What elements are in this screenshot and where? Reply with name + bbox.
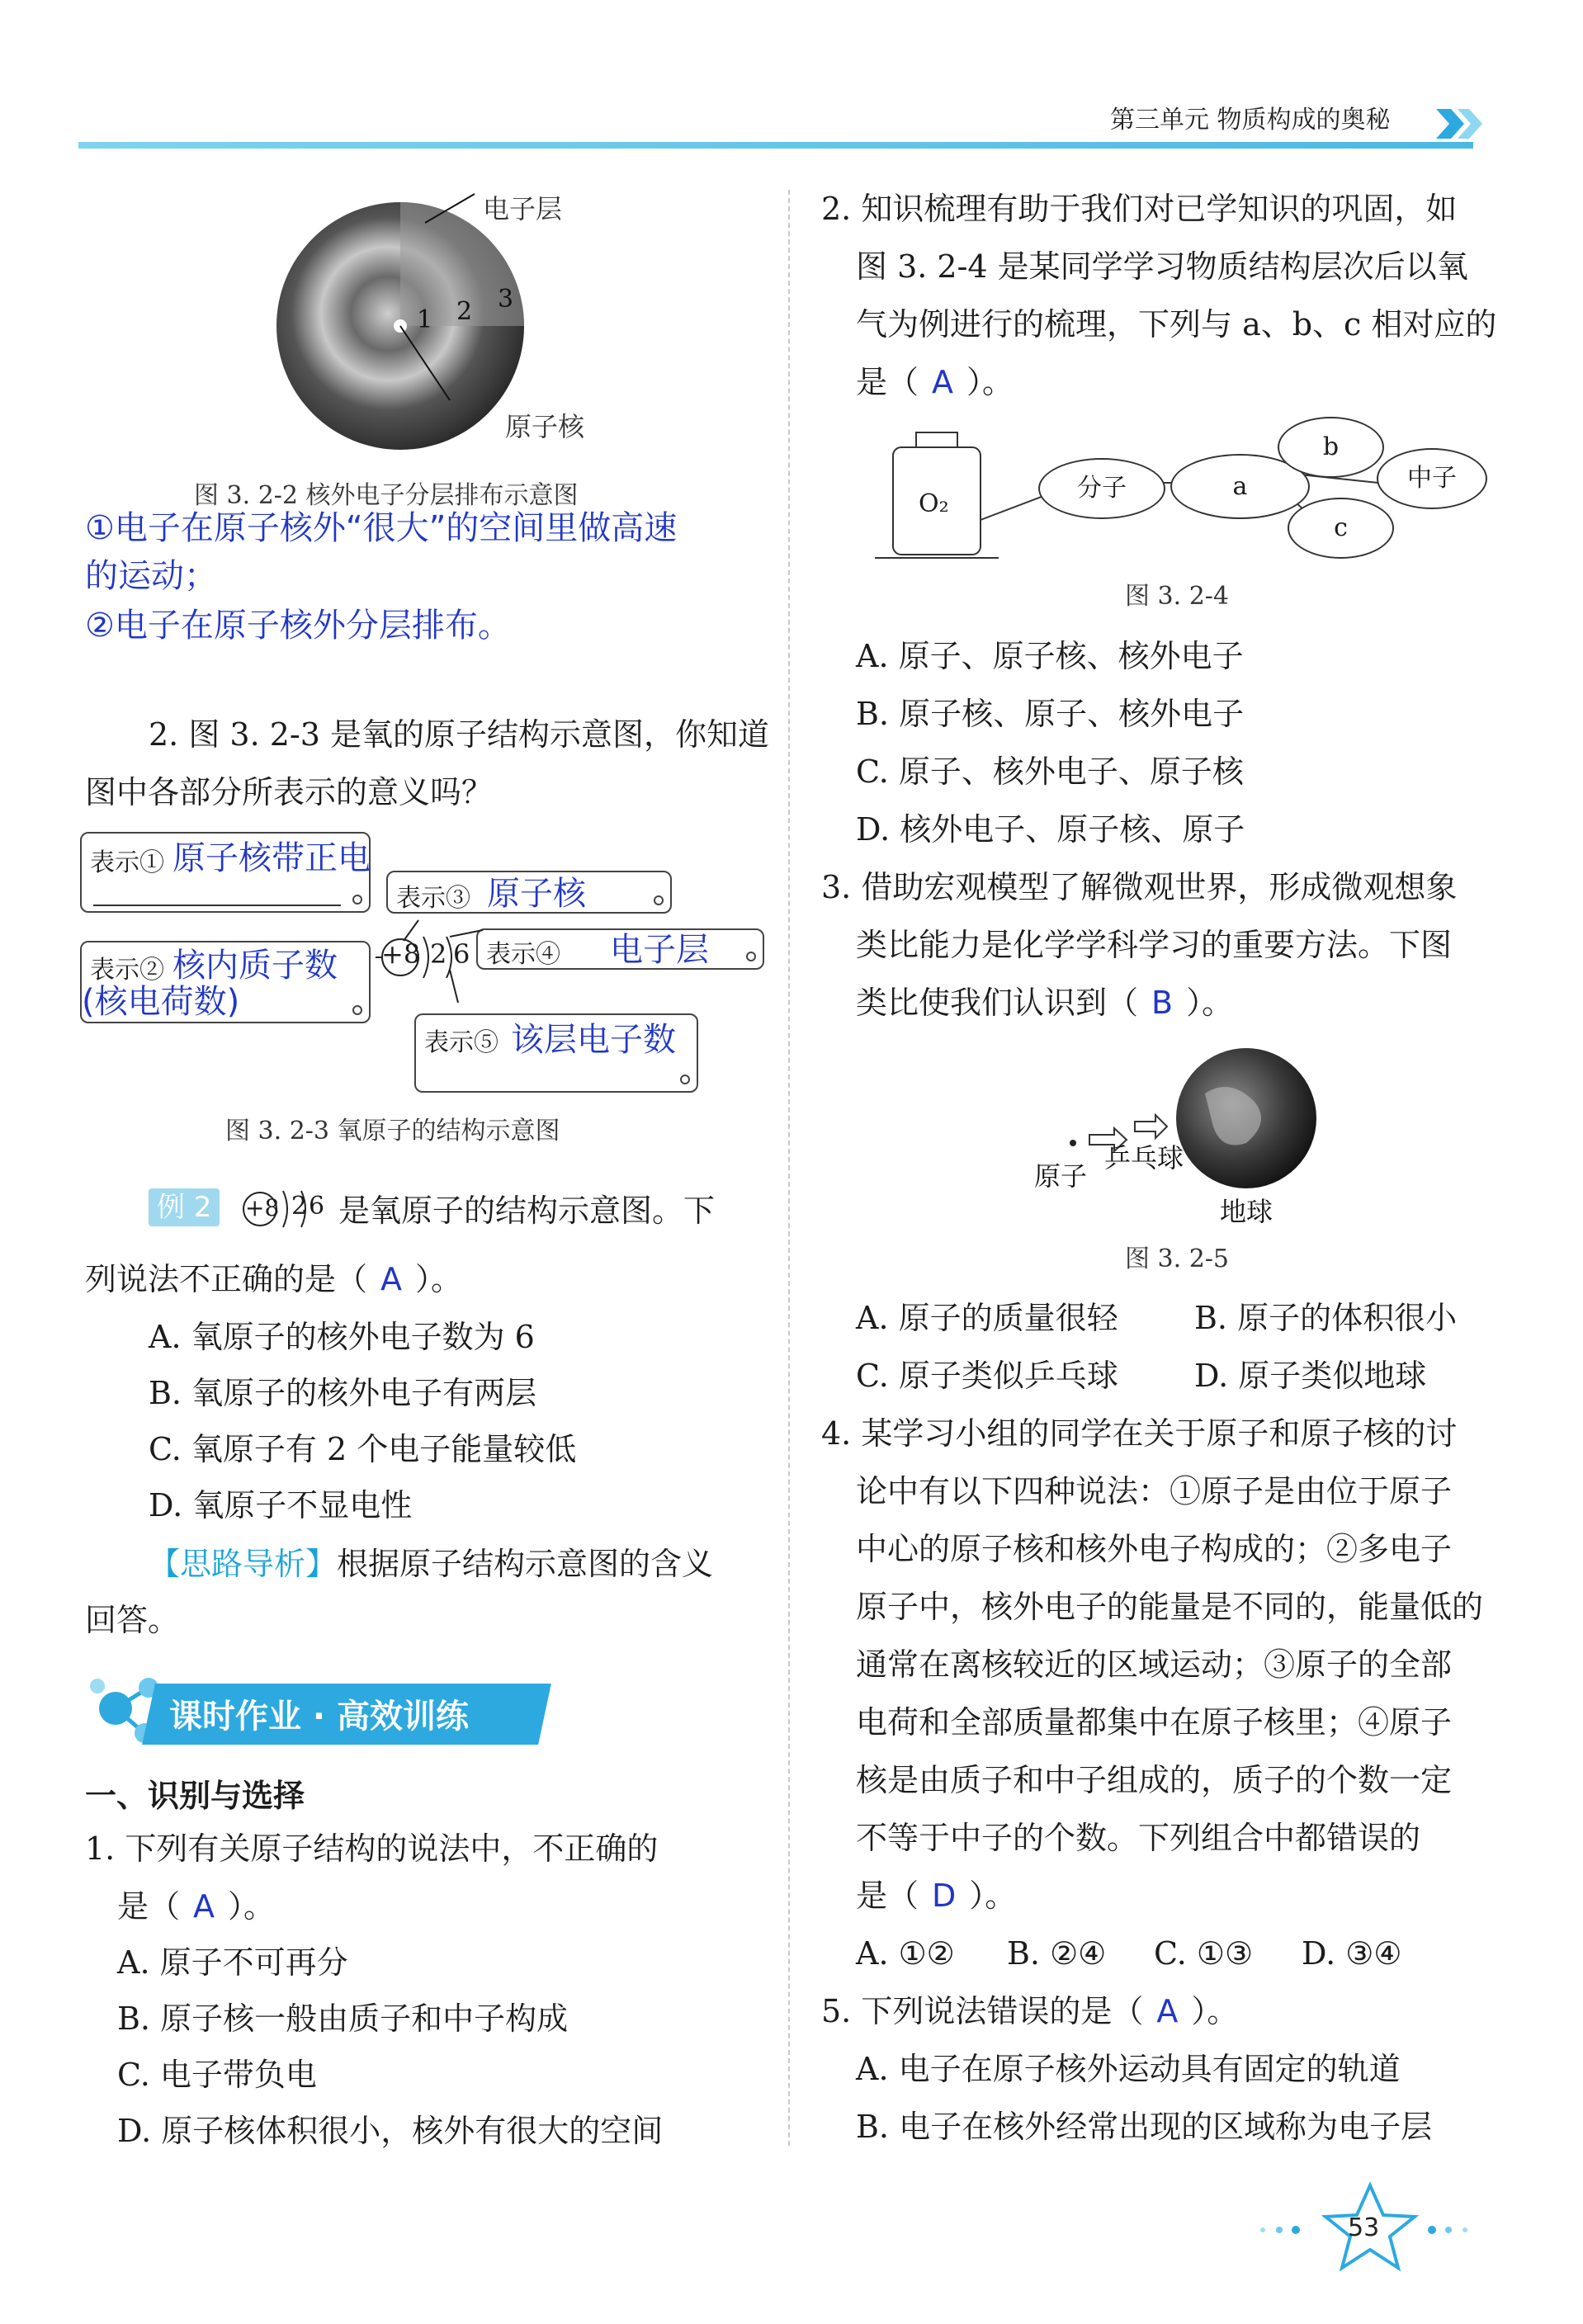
callout-2-value-2: (核电荷数) (82, 983, 240, 1021)
bubble-c (1288, 498, 1394, 559)
q3-3b: ）。 (1186, 985, 1234, 1021)
q4-last-a: 是（ (856, 1878, 919, 1914)
q3-line-1: 3. 借助宏观模型了解微观世界，形成微观想象 (821, 869, 1458, 905)
q1-stem-2a: 是（ (117, 1888, 181, 1925)
q3-option-b: B. 原子的体积很小 (1194, 1300, 1458, 1336)
column-divider (788, 190, 790, 2146)
example-stem-2b: ）。 (415, 1261, 463, 1297)
q3-3a: 类比使我们认识到（ (856, 985, 1139, 1021)
q4-option-b: B. ②④ (1007, 1935, 1107, 1972)
q4-line-8: 不等于中子的个数。下列组合中都错误的 (856, 1820, 1421, 1856)
q4-option-a: A. ①② (856, 1935, 955, 1972)
example-tag: 例 2 (149, 1188, 220, 1226)
q3-line-3 (856, 974, 1233, 1032)
q4-line-7: 核是由质子和中子组成的，质子的个数一定 (856, 1762, 1453, 1798)
q1-stem-2 (117, 1878, 275, 1935)
q2-right-option-c: C. 原子、核外电子、原子核 (856, 753, 1244, 790)
callout-5 (414, 1013, 698, 1093)
fig322-shell-label: 电子层 (483, 193, 563, 224)
example-option-b: B. 氧原子的核外电子有两层 (149, 1375, 537, 1411)
q3-line-2: 类比能力是化学学科学习的重要方法。下图 (856, 927, 1453, 963)
fig322-nucleus-label: 原子核 (505, 411, 585, 442)
q2-right-4a: 是（ (856, 364, 919, 400)
fig325-atom-label: 原子 (1034, 1160, 1088, 1192)
q2-right-line-2: 图 3. 2-4 是某同学学习物质结构层次后以氧 (856, 248, 1468, 285)
q2-left-line-2: 图中各部分所表示的意义吗？ (85, 774, 494, 810)
example-hint-2: 回答。 (85, 1602, 180, 1638)
callout-3-dot (654, 895, 664, 905)
q5-option-a: A. 电子在原子核外运动具有固定的轨道 (856, 2051, 1401, 2087)
diagram-nucleus: +8 (381, 938, 421, 970)
example-option-a: A. 氧原子的核外电子数为 6 (149, 1319, 535, 1355)
fig325-earth-label: 地球 (1220, 1196, 1273, 1227)
q1-option-a: A. 原子不可再分 (117, 1944, 348, 1981)
callout-5-label: 表示⑤ (424, 1028, 499, 1057)
callout-5-dot (680, 1075, 690, 1084)
callout-5-value: 该层电子数 (511, 1021, 676, 1059)
q1-option-c: C. 电子带负电 (117, 2057, 317, 2093)
callout-1 (80, 832, 371, 913)
example-e1: 2 (291, 1192, 308, 1221)
q4-option-c: C. ①③ (1154, 1935, 1254, 1972)
example-stem-2a: 列说法不正确的是（ (85, 1261, 368, 1297)
bottle-label: O₂ (919, 489, 949, 518)
callout-2-dot (352, 1005, 362, 1015)
q2-right-option-d: D. 核外电子、原子核、原子 (856, 811, 1245, 848)
unit-header: 第三单元 物质构成的奥秘 (1110, 106, 1391, 135)
q2-left-line-1: 2. 图 3. 2-3 是氧的原子结构示意图，你知道 (149, 716, 770, 753)
callout-1-dot (352, 895, 362, 905)
page-number: 53 (1348, 2213, 1380, 2242)
note-line-1: ①电子在原子核外“很大”的空间里做高速 (85, 509, 678, 547)
q3-option-c: C. 原子类似乒乓球 (856, 1358, 1118, 1394)
callout-4-label: 表示④ (486, 940, 560, 969)
callout-4-value: 电子层 (610, 931, 709, 969)
banner-title: 课时作业 · 高效训练 (169, 1698, 470, 1736)
callout-3-label: 表示③ (396, 884, 470, 913)
note-line-2: 的运动； (85, 557, 217, 595)
q5-option-b: B. 电子在核外经常出现的区域称为电子层 (856, 2109, 1433, 2145)
q4-line-2: 论中有以下四种说法：①原子是由位于原子 (856, 1473, 1453, 1509)
q4-line-6: 电荷和全部质量都集中在原子核里；④原子 (856, 1704, 1453, 1741)
example-option-c: C. 氧原子有 2 个电子能量较低 (149, 1431, 577, 1467)
fig325-caption: 图 3. 2-5 (1125, 1245, 1230, 1273)
earth-figure (1172, 1044, 1321, 1196)
q4-option-d: D. ③④ (1302, 1935, 1402, 1972)
example-nucleus: +8 (245, 1194, 280, 1221)
fig322-n2: 2 (456, 297, 473, 326)
callout-3-value: 原子核 (487, 875, 586, 913)
fig324-caption: 图 3. 2-4 (1125, 582, 1230, 611)
fig325-pingpong-label: 乒乓球 (1104, 1142, 1184, 1174)
q4-answer: D (932, 1878, 957, 1914)
bubble-b (1278, 417, 1384, 478)
callout-2-value: 核内质子数 (172, 947, 338, 985)
q4-line-1: 4. 某学习小组的同学在关于原子和原子核的讨 (821, 1415, 1458, 1452)
q4-line-9 (856, 1867, 1016, 1925)
header-arrow-icon (1436, 106, 1494, 145)
q3-option-a: A. 原子的质量很轻 (856, 1300, 1118, 1336)
q5-stem (821, 1982, 1238, 2040)
bubble-molecule-label: 分子 (1077, 474, 1127, 503)
bubble-a-label: a (1232, 472, 1248, 501)
q1-option-d: D. 原子核体积很小，核外有很大的空间 (117, 2113, 664, 2149)
q3-answer: B (1151, 985, 1174, 1021)
section-1-title: 一、识别与选择 (85, 1778, 305, 1814)
example-option-d: D. 氧原子不显电性 (149, 1487, 413, 1523)
q1-stem-1: 1. 下列有关原子结构的说法中，不正确的 (85, 1830, 659, 1867)
example-stem-2 (85, 1250, 462, 1308)
example-hint (149, 1535, 713, 1593)
callout-2 (80, 941, 371, 1023)
q2-right-4b: ）。 (966, 364, 1014, 400)
example-e2: 6 (309, 1192, 325, 1221)
diagram-e2: 6 (453, 938, 470, 970)
callout-1-label: 表示① (90, 848, 164, 877)
q2-right-line-1: 2. 知识梳理有助于我们对已学知识的巩固，如 (821, 191, 1458, 227)
bubble-b-label: b (1322, 432, 1340, 461)
q1-answer: A (193, 1888, 215, 1925)
hint-tag: 【思路导析】 (149, 1546, 338, 1582)
callout-3 (386, 871, 672, 914)
q5-answer: A (1156, 1993, 1179, 2029)
bubble-neutron-label: 中子 (1407, 464, 1457, 493)
q2-right-option-b: B. 原子核、原子、核外电子 (856, 696, 1245, 732)
callout-4-dot (746, 952, 756, 961)
q5-stem-a: 5. 下列说法错误的是（ (821, 1993, 1144, 2029)
q4-last-b: ）。 (969, 1878, 1017, 1914)
callout-1-value: 原子核带正电 (172, 839, 371, 877)
callout-4 (476, 928, 764, 970)
bubble-c-label: c (1334, 513, 1348, 542)
callout-1-blank (93, 905, 341, 906)
diagram-e1: 2 (430, 938, 447, 970)
fig322-n1: 1 (417, 305, 433, 334)
fig322-caption: 图 3. 2-2 核外电子分层排布示意图 (194, 481, 579, 510)
q5-stem-b: ）。 (1191, 1993, 1239, 2029)
callout-2-label: 表示② (90, 956, 164, 985)
q2-right-option-a: A. 原子、原子核、核外电子 (856, 638, 1244, 674)
q2-right-answer: A (932, 364, 954, 400)
q1-stem-2b: ）。 (228, 1888, 276, 1925)
example-answer: A (380, 1261, 403, 1297)
bubble-molecule (1038, 458, 1165, 519)
q4-line-5: 通常在离核较近的区域运动；③原子的全部 (856, 1646, 1453, 1683)
header-rule (78, 142, 1473, 149)
example-stem-1: 是氧原子的结构示意图。下 (338, 1193, 716, 1229)
q4-line-3: 中心的原子核和核外电子构成的；②多电子 (856, 1531, 1453, 1567)
fig323-caption: 图 3. 2-3 氧原子的结构示意图 (225, 1117, 560, 1145)
bubble-neutron (1377, 448, 1487, 509)
q3-option-d: D. 原子类似地球 (1194, 1358, 1427, 1394)
q2-right-line-3: 气为例进行的梳理，下列与 a、b、c 相对应的 (856, 306, 1497, 342)
hint-text: 根据原子结构示意图的含义 (337, 1546, 714, 1582)
q2-right-line-4 (856, 353, 1014, 411)
fig322-n3: 3 (498, 285, 514, 314)
note-line-3: ②电子在原子核外分层排布。 (85, 607, 511, 645)
q1-option-b: B. 原子核一般由质子和中子构成 (117, 2000, 569, 2037)
q4-line-4: 原子中，核外电子的能量是不同的，能量低的 (856, 1589, 1484, 1625)
